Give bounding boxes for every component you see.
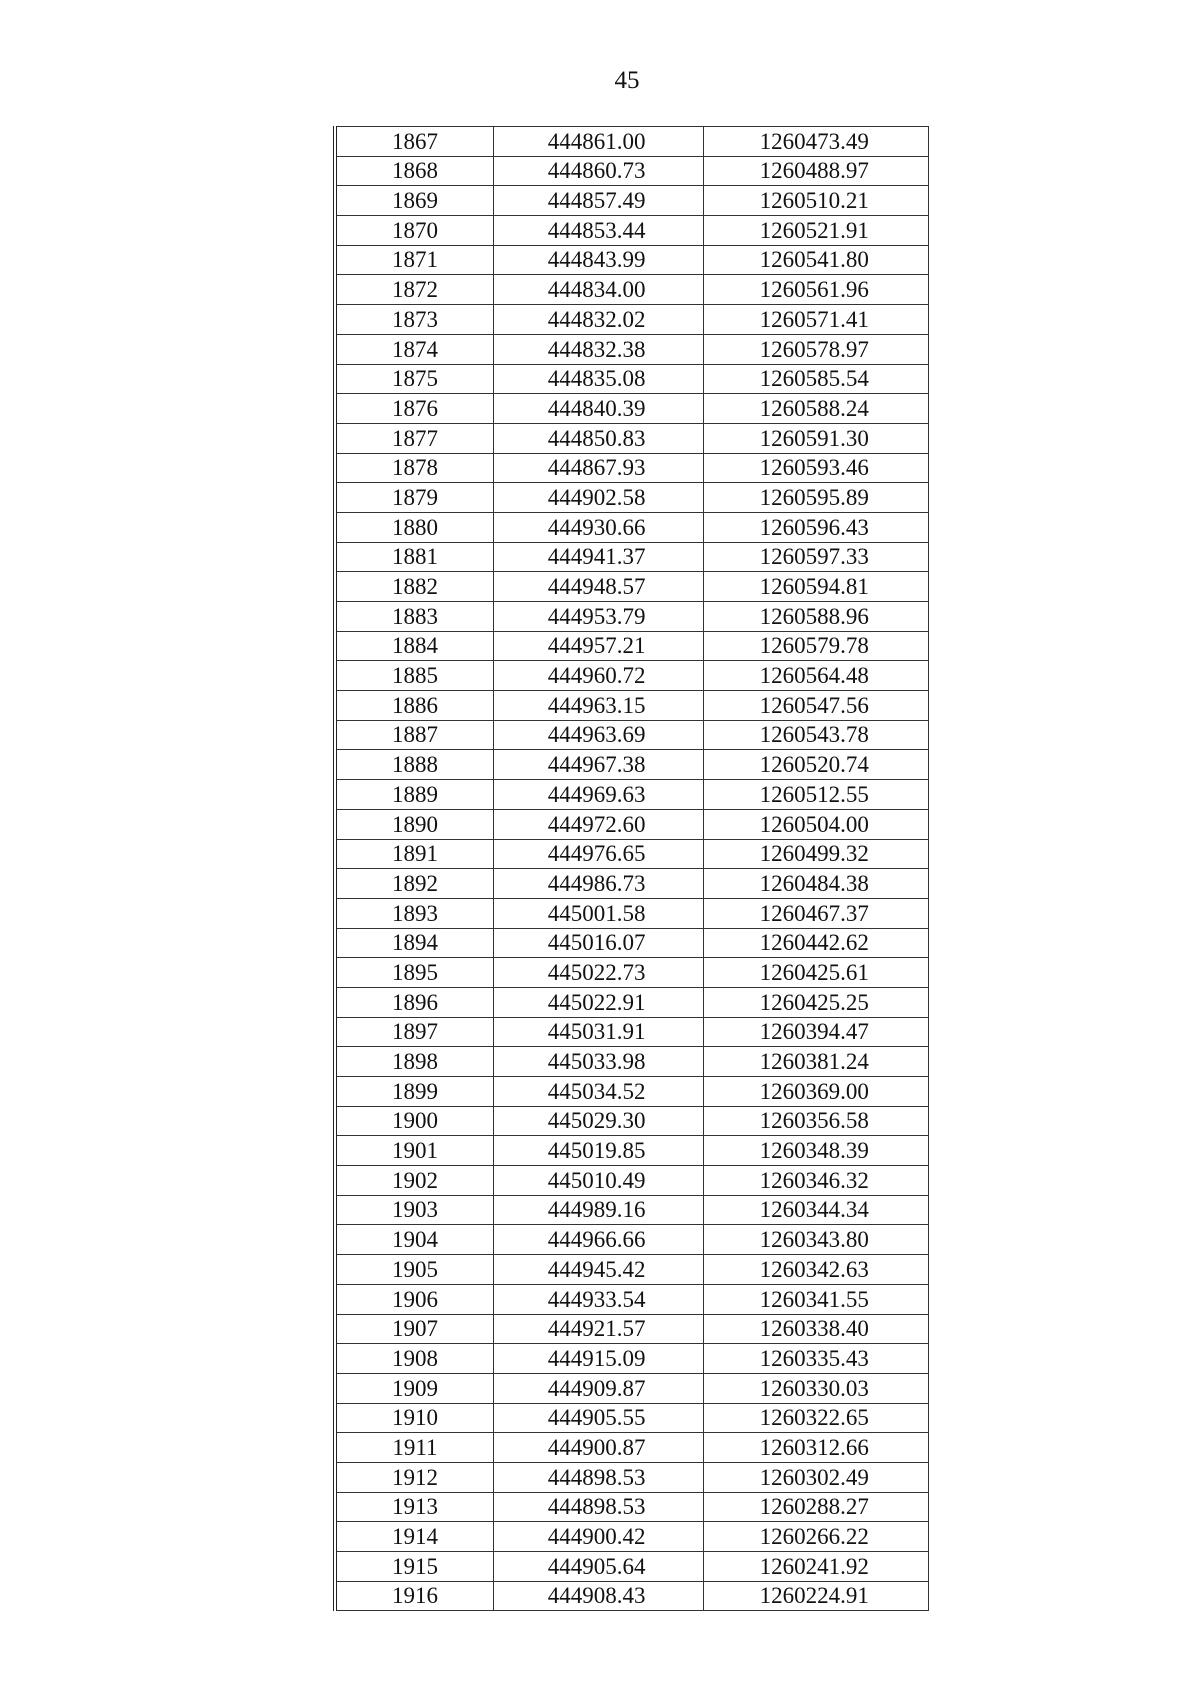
point-number-cell: 1873 [335,305,493,335]
table-row [335,1166,929,1196]
x-coordinate-cell: 445001.58 [493,898,704,928]
y-coordinate-cell: 1260510.21 [704,186,929,216]
x-coordinate-cell: 444953.79 [493,602,704,632]
table-row [335,245,929,275]
point-number-cell: 1905 [335,1255,493,1285]
y-coordinate-cell: 1260499.32 [704,839,929,869]
point-number-cell: 1885 [335,661,493,691]
x-coordinate-cell: 445016.07 [493,928,704,958]
point-number-cell: 1916 [335,1581,493,1611]
x-coordinate-cell: 444963.69 [493,720,704,750]
table-row [335,1225,929,1255]
y-coordinate-cell: 1260343.80 [704,1225,929,1255]
y-coordinate-cell: 1260425.61 [704,958,929,988]
table-row [335,1284,929,1314]
point-number-cell: 1870 [335,216,493,246]
y-coordinate-cell: 1260543.78 [704,720,929,750]
y-coordinate-cell: 1260504.00 [704,809,929,839]
x-coordinate-cell: 444900.42 [493,1522,704,1552]
y-coordinate-cell: 1260467.37 [704,898,929,928]
x-coordinate-cell: 444857.49 [493,186,704,216]
point-number-cell: 1874 [335,334,493,364]
table-row [335,1077,929,1107]
point-number-cell: 1908 [335,1344,493,1374]
table-row [335,275,929,305]
x-coordinate-cell: 444853.44 [493,216,704,246]
x-coordinate-cell: 444989.16 [493,1195,704,1225]
point-number-cell: 1879 [335,483,493,513]
x-coordinate-cell: 444900.87 [493,1433,704,1463]
table-row [335,1373,929,1403]
y-coordinate-cell: 1260356.58 [704,1106,929,1136]
y-coordinate-cell: 1260597.33 [704,542,929,572]
table-row [335,661,929,691]
point-number-cell: 1890 [335,809,493,839]
coordinates-table-body [335,127,929,1611]
table-row [335,483,929,513]
table-row [335,780,929,810]
point-number-cell: 1887 [335,720,493,750]
x-coordinate-cell: 444840.39 [493,394,704,424]
point-number-cell: 1880 [335,512,493,542]
x-coordinate-cell: 445019.85 [493,1136,704,1166]
table-row [335,691,929,721]
point-number-cell: 1882 [335,572,493,602]
y-coordinate-cell: 1260224.91 [704,1581,929,1611]
x-coordinate-cell: 445022.73 [493,958,704,988]
table-row [335,928,929,958]
x-coordinate-cell: 444945.42 [493,1255,704,1285]
table-row [335,869,929,899]
x-coordinate-cell: 444976.65 [493,839,704,869]
page-number: 45 [614,67,640,94]
y-coordinate-cell: 1260346.32 [704,1166,929,1196]
x-coordinate-cell: 444963.15 [493,691,704,721]
y-coordinate-cell: 1260561.96 [704,275,929,305]
x-coordinate-cell: 444860.73 [493,156,704,186]
x-coordinate-cell: 444960.72 [493,661,704,691]
x-coordinate-cell: 444832.02 [493,305,704,335]
table-row [335,1403,929,1433]
x-coordinate-cell: 444972.60 [493,809,704,839]
y-coordinate-cell: 1260341.55 [704,1284,929,1314]
table-row [335,898,929,928]
x-coordinate-cell: 444835.08 [493,364,704,394]
table-row [335,1581,929,1611]
point-number-cell: 1906 [335,1284,493,1314]
x-coordinate-cell: 445031.91 [493,1017,704,1047]
point-number-cell: 1881 [335,542,493,572]
point-number-cell: 1909 [335,1373,493,1403]
point-number-cell: 1889 [335,780,493,810]
table-row [335,156,929,186]
point-number-cell: 1895 [335,958,493,988]
point-number-cell: 1914 [335,1522,493,1552]
x-coordinate-cell: 444941.37 [493,542,704,572]
table-row [335,1492,929,1522]
point-number-cell: 1907 [335,1314,493,1344]
x-coordinate-cell: 444969.63 [493,780,704,810]
table-row [335,1433,929,1463]
point-number-cell: 1896 [335,987,493,1017]
y-coordinate-cell: 1260241.92 [704,1552,929,1582]
y-coordinate-cell: 1260579.78 [704,631,929,661]
table-row [335,809,929,839]
y-coordinate-cell: 1260381.24 [704,1047,929,1077]
y-coordinate-cell: 1260302.49 [704,1462,929,1492]
table-row [335,1047,929,1077]
y-coordinate-cell: 1260342.63 [704,1255,929,1285]
y-coordinate-cell: 1260312.66 [704,1433,929,1463]
table-row [335,987,929,1017]
y-coordinate-cell: 1260541.80 [704,245,929,275]
table-row [335,186,929,216]
table-row [335,750,929,780]
y-coordinate-cell: 1260520.74 [704,750,929,780]
y-coordinate-cell: 1260521.91 [704,216,929,246]
y-coordinate-cell: 1260578.97 [704,334,929,364]
x-coordinate-cell: 444898.53 [493,1462,704,1492]
point-number-cell: 1898 [335,1047,493,1077]
point-number-cell: 1910 [335,1403,493,1433]
table-row [335,334,929,364]
point-number-cell: 1892 [335,869,493,899]
y-coordinate-cell: 1260335.43 [704,1344,929,1374]
y-coordinate-cell: 1260564.48 [704,661,929,691]
y-coordinate-cell: 1260473.49 [704,127,929,157]
table-row [335,958,929,988]
point-number-cell: 1915 [335,1552,493,1582]
point-number-cell: 1912 [335,1462,493,1492]
point-number-cell: 1867 [335,127,493,157]
table-row [335,1136,929,1166]
table-row [335,1552,929,1582]
y-coordinate-cell: 1260594.81 [704,572,929,602]
x-coordinate-cell: 444867.93 [493,453,704,483]
table-row [335,720,929,750]
x-coordinate-cell: 444948.57 [493,572,704,602]
point-number-cell: 1900 [335,1106,493,1136]
y-coordinate-cell: 1260394.47 [704,1017,929,1047]
y-coordinate-cell: 1260547.56 [704,691,929,721]
y-coordinate-cell: 1260338.40 [704,1314,929,1344]
y-coordinate-cell: 1260596.43 [704,512,929,542]
y-coordinate-cell: 1260322.65 [704,1403,929,1433]
x-coordinate-cell: 445010.49 [493,1166,704,1196]
x-coordinate-cell: 444905.55 [493,1403,704,1433]
x-coordinate-cell: 444921.57 [493,1314,704,1344]
table-row [335,1106,929,1136]
y-coordinate-cell: 1260484.38 [704,869,929,899]
point-number-cell: 1888 [335,750,493,780]
table-row [335,1522,929,1552]
table-row [335,839,929,869]
x-coordinate-cell: 444915.09 [493,1344,704,1374]
coordinates-table [333,126,929,1611]
point-number-cell: 1891 [335,839,493,869]
x-coordinate-cell: 444986.73 [493,869,704,899]
table-row [335,394,929,424]
table-row [335,423,929,453]
x-coordinate-cell: 444850.83 [493,423,704,453]
x-coordinate-cell: 445022.91 [493,987,704,1017]
table-row [335,364,929,394]
table-row [335,1195,929,1225]
x-coordinate-cell: 444909.87 [493,1373,704,1403]
table-row [335,1255,929,1285]
point-number-cell: 1876 [335,394,493,424]
point-number-cell: 1899 [335,1077,493,1107]
point-number-cell: 1903 [335,1195,493,1225]
point-number-cell: 1886 [335,691,493,721]
point-number-cell: 1904 [335,1225,493,1255]
y-coordinate-cell: 1260591.30 [704,423,929,453]
point-number-cell: 1869 [335,186,493,216]
y-coordinate-cell: 1260369.00 [704,1077,929,1107]
point-number-cell: 1872 [335,275,493,305]
x-coordinate-cell: 445033.98 [493,1047,704,1077]
point-number-cell: 1913 [335,1492,493,1522]
y-coordinate-cell: 1260571.41 [704,305,929,335]
x-coordinate-cell: 444861.00 [493,127,704,157]
point-number-cell: 1868 [335,156,493,186]
x-coordinate-cell: 444933.54 [493,1284,704,1314]
y-coordinate-cell: 1260488.97 [704,156,929,186]
y-coordinate-cell: 1260595.89 [704,483,929,513]
x-coordinate-cell: 444902.58 [493,483,704,513]
x-coordinate-cell: 444834.00 [493,275,704,305]
point-number-cell: 1875 [335,364,493,394]
x-coordinate-cell: 444930.66 [493,512,704,542]
point-number-cell: 1893 [335,898,493,928]
point-number-cell: 1902 [335,1166,493,1196]
y-coordinate-cell: 1260512.55 [704,780,929,810]
point-number-cell: 1871 [335,245,493,275]
table-row [335,1017,929,1047]
point-number-cell: 1894 [335,928,493,958]
y-coordinate-cell: 1260425.25 [704,987,929,1017]
point-number-cell: 1878 [335,453,493,483]
table-row [335,305,929,335]
y-coordinate-cell: 1260588.24 [704,394,929,424]
point-number-cell: 1877 [335,423,493,453]
table-row [335,1462,929,1492]
x-coordinate-cell: 444843.99 [493,245,704,275]
table-row [335,542,929,572]
y-coordinate-cell: 1260348.39 [704,1136,929,1166]
y-coordinate-cell: 1260593.46 [704,453,929,483]
table-row [335,1344,929,1374]
point-number-cell: 1901 [335,1136,493,1166]
x-coordinate-cell: 444832.38 [493,334,704,364]
y-coordinate-cell: 1260442.62 [704,928,929,958]
x-coordinate-cell: 444898.53 [493,1492,704,1522]
table-row [335,631,929,661]
coordinates-table-container [333,126,929,1611]
table-row [335,572,929,602]
y-coordinate-cell: 1260344.34 [704,1195,929,1225]
y-coordinate-cell: 1260585.54 [704,364,929,394]
table-row [335,127,929,157]
x-coordinate-cell: 444967.38 [493,750,704,780]
table-row [335,602,929,632]
point-number-cell: 1911 [335,1433,493,1463]
table-row [335,453,929,483]
x-coordinate-cell: 444905.64 [493,1552,704,1582]
table-row [335,512,929,542]
point-number-cell: 1884 [335,631,493,661]
y-coordinate-cell: 1260330.03 [704,1373,929,1403]
y-coordinate-cell: 1260288.27 [704,1492,929,1522]
table-row [335,1314,929,1344]
y-coordinate-cell: 1260588.96 [704,602,929,632]
x-coordinate-cell: 444966.66 [493,1225,704,1255]
table-row [335,216,929,246]
x-coordinate-cell: 445034.52 [493,1077,704,1107]
point-number-cell: 1883 [335,602,493,632]
y-coordinate-cell: 1260266.22 [704,1522,929,1552]
x-coordinate-cell: 445029.30 [493,1106,704,1136]
point-number-cell: 1897 [335,1017,493,1047]
x-coordinate-cell: 444957.21 [493,631,704,661]
x-coordinate-cell: 444908.43 [493,1581,704,1611]
